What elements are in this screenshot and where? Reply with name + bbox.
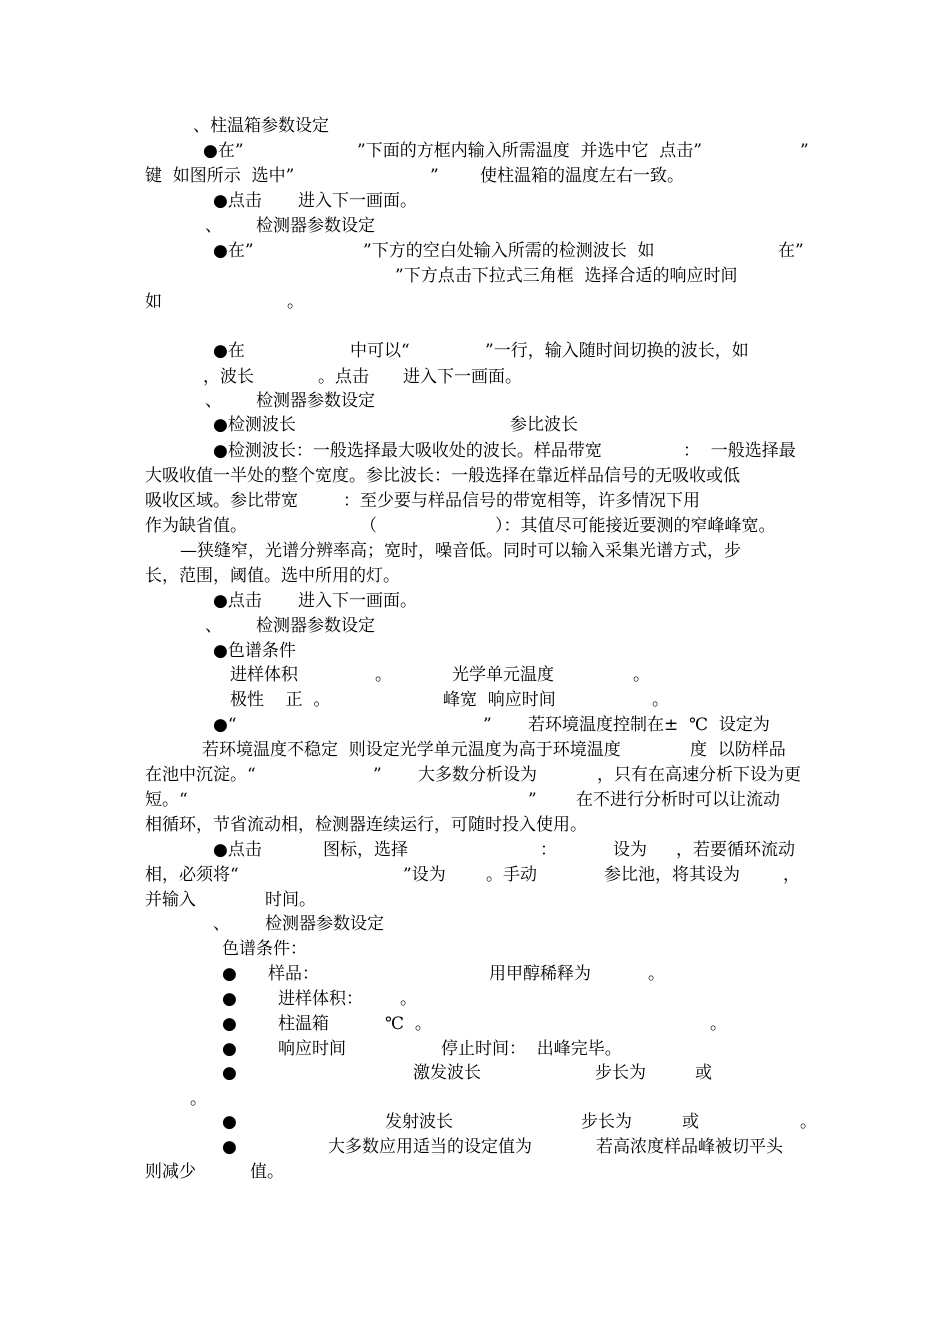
text-segment: 发射波长 bbox=[385, 1112, 453, 1132]
text-segment: 在不进行分析时可以让流动 bbox=[576, 790, 780, 810]
text-segment: ●色谱条件 bbox=[213, 641, 296, 661]
text-segment: 若高浓度样品峰被切平头 bbox=[596, 1137, 783, 1157]
text-segment: 、 bbox=[205, 216, 222, 236]
text-segment: ●在” bbox=[203, 141, 244, 161]
text-segment: 吸收区域。参比带宽 bbox=[145, 491, 298, 511]
text-segment: 、柱温箱参数设定 bbox=[193, 116, 329, 136]
text-segment: —狭缝窄，光谱分辨率高；宽时，噪音低。同时可以输入采集光谱方式，步 bbox=[180, 541, 741, 561]
text-segment: ●在” bbox=[213, 241, 254, 261]
text-segment: 相，必须将“ bbox=[145, 865, 239, 885]
text-segment: 参比池，将其设为 bbox=[604, 865, 740, 885]
text-segment: 、 bbox=[205, 391, 222, 411]
text-segment: 长，范围，阈值。选中所用的灯。 bbox=[145, 566, 400, 586]
text-segment: ”一行，输入随时间切换的波长，如 bbox=[485, 341, 749, 361]
text-segment: ” bbox=[528, 790, 537, 810]
text-segment: ” bbox=[430, 166, 439, 186]
text-segment: ，若要循环流动 bbox=[676, 840, 795, 860]
text-segment: ，只有在高速分析下设为更 bbox=[597, 765, 801, 785]
text-segment: ●在 bbox=[213, 341, 245, 361]
text-segment: 。 bbox=[800, 1112, 817, 1132]
text-segment: ”下面的方框内输入所需温度 并选中它 点击” bbox=[357, 141, 702, 161]
text-segment: 用甲醇稀释为 bbox=[489, 964, 591, 984]
text-segment: 。手动 bbox=[486, 865, 537, 885]
text-segment: 度 以防样品 bbox=[690, 740, 786, 760]
text-segment: 使柱温箱的温度左右一致。 bbox=[480, 166, 684, 186]
text-segment: 。 bbox=[287, 292, 304, 312]
text-segment: 在” bbox=[778, 241, 804, 261]
text-segment: ，波长 bbox=[203, 367, 254, 387]
text-segment: ● bbox=[222, 1063, 237, 1083]
text-segment: ●“ bbox=[213, 715, 237, 735]
text-segment: 。 bbox=[652, 690, 669, 710]
text-segment: ：至少要与样品信号的带宽相等，许多情况下用 bbox=[343, 491, 700, 511]
text-segment: 大吸收值一半处的整个宽度。参比波长：一般选择在靠近样品信号的无吸收或低 bbox=[145, 466, 740, 486]
text-segment: ”下方的空白处输入所需的检测波长 如 bbox=[363, 241, 655, 261]
text-segment: 色谱条件： bbox=[222, 939, 307, 959]
text-segment: 若环境温度不稳定 则设定光学单元温度为高于环境温度 bbox=[202, 740, 621, 760]
text-segment: 参比波长 bbox=[510, 415, 578, 435]
text-segment: ， bbox=[783, 865, 800, 885]
text-segment: 或 bbox=[695, 1063, 712, 1083]
text-segment: ℃ 。 bbox=[385, 1014, 432, 1034]
text-segment: 峰宽 响应时间 bbox=[443, 690, 556, 710]
text-segment: 键 如图所示 选中” bbox=[145, 166, 295, 186]
text-segment: 检测器参数设定 bbox=[265, 914, 384, 934]
text-segment: ● bbox=[222, 989, 237, 1009]
text-segment: 相循环，节省流动相，检测器连续运行，可随时投入使用。 bbox=[145, 815, 587, 835]
text-segment: 。 bbox=[190, 1089, 207, 1109]
text-segment: 。 bbox=[375, 665, 392, 685]
text-segment: 。 bbox=[633, 665, 650, 685]
text-segment: （ bbox=[360, 516, 377, 536]
text-segment: 激发波长 bbox=[413, 1063, 481, 1083]
text-segment: 样品： bbox=[268, 964, 319, 984]
text-segment: ” bbox=[800, 141, 809, 161]
text-segment: 步长为 bbox=[595, 1063, 646, 1083]
text-segment: 。 bbox=[648, 964, 665, 984]
text-segment: 则减少 bbox=[145, 1162, 196, 1182]
text-segment: ”下方点击下拉式三角框 选择合适的响应时间 bbox=[395, 266, 738, 286]
text-segment: 。 bbox=[400, 989, 417, 1009]
text-segment: 短。“ bbox=[145, 790, 188, 810]
text-segment: 柱温箱 bbox=[278, 1014, 329, 1034]
text-segment: 步长为 bbox=[581, 1112, 632, 1132]
text-segment: ● bbox=[222, 1014, 237, 1034]
text-segment: 中可以“ bbox=[350, 341, 410, 361]
text-segment: 图标，选择 bbox=[323, 840, 408, 860]
text-segment: 值。 bbox=[250, 1162, 284, 1182]
text-segment: 并输入 bbox=[145, 890, 196, 910]
text-segment: 进样体积 bbox=[230, 665, 298, 685]
text-segment: 进入下一画面。 bbox=[298, 591, 417, 611]
text-segment: 大多数应用适当的设定值为 bbox=[328, 1137, 532, 1157]
text-segment: 进样体积： bbox=[278, 989, 363, 1009]
text-segment: ● bbox=[222, 1039, 237, 1059]
text-segment: ●检测波长：一般选择最大吸收处的波长。样品带宽 bbox=[213, 441, 602, 461]
text-segment: ： 一般选择最 bbox=[683, 441, 796, 461]
text-segment: 大多数分析设为 bbox=[418, 765, 537, 785]
text-segment: 设为 bbox=[613, 840, 647, 860]
text-segment: ●点击 bbox=[213, 191, 262, 211]
text-segment: 检测器参数设定 bbox=[256, 616, 375, 636]
text-segment: 。点击 bbox=[318, 367, 369, 387]
text-segment: 若环境温度控制在± ℃ 设定为 bbox=[528, 715, 770, 735]
text-segment: ● bbox=[222, 964, 237, 984]
text-segment: 时间。 bbox=[265, 890, 316, 910]
text-segment: 作为缺省值。 bbox=[145, 516, 247, 536]
text-segment: ”设为 bbox=[403, 865, 446, 885]
text-segment: ： bbox=[540, 840, 557, 860]
text-segment: 检测器参数设定 bbox=[256, 216, 375, 236]
text-segment: 响应时间 bbox=[278, 1039, 346, 1059]
text-segment: ）：其值尽可能接近要测的窄峰峰宽。 bbox=[495, 516, 776, 536]
text-segment: 极性 正 。 bbox=[230, 690, 331, 710]
text-segment: ●检测波长 bbox=[213, 415, 296, 435]
text-segment: 如 bbox=[145, 292, 162, 312]
text-segment: ● bbox=[222, 1112, 237, 1132]
text-segment: 或 bbox=[682, 1112, 699, 1132]
text-segment: ●点击 bbox=[213, 591, 262, 611]
text-segment: 、 bbox=[205, 616, 222, 636]
text-segment: 。 bbox=[710, 1014, 727, 1034]
text-segment: ● bbox=[222, 1137, 237, 1157]
text-segment: 进入下一画面。 bbox=[298, 191, 417, 211]
text-segment: ” bbox=[373, 765, 382, 785]
text-segment: 检测器参数设定 bbox=[256, 391, 375, 411]
text-segment: 进入下一画面。 bbox=[403, 367, 522, 387]
text-segment: ” bbox=[483, 715, 492, 735]
text-segment: 在池中沉淀。“ bbox=[145, 765, 256, 785]
text-segment: 、 bbox=[213, 914, 230, 934]
text-segment: 光学单元温度 bbox=[452, 665, 554, 685]
text-segment: ●点击 bbox=[213, 840, 262, 860]
text-segment: 停止时间： 出峰完毕。 bbox=[441, 1039, 622, 1059]
